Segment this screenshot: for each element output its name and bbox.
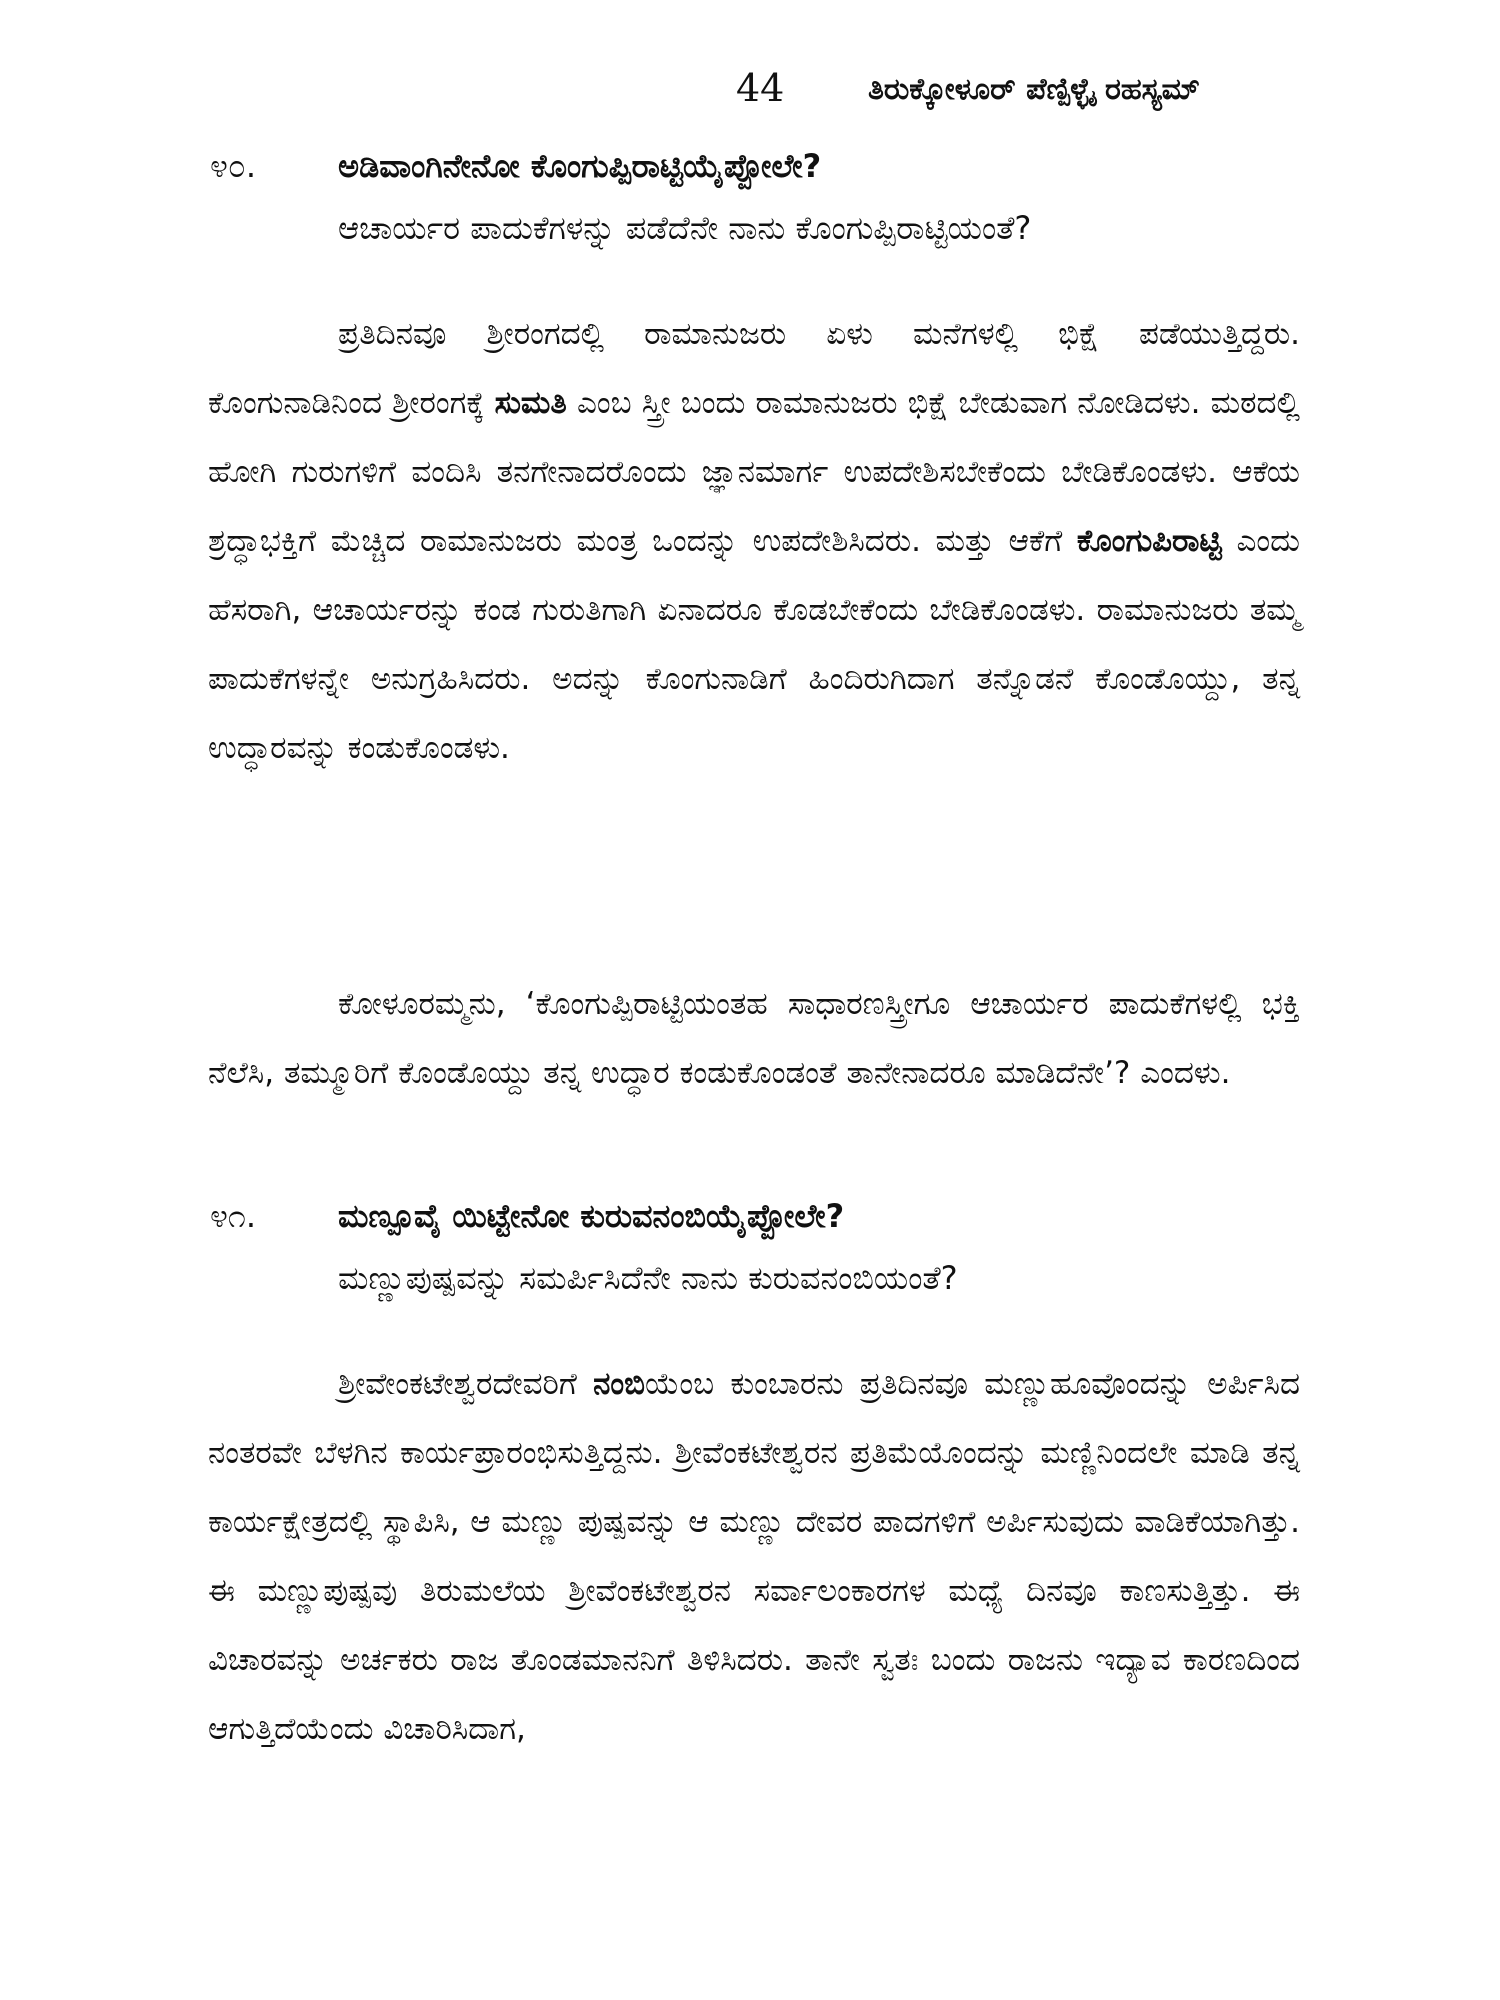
section-number: ೪೧.: [210, 1197, 257, 1235]
bold-name-kongupiratti: ಕೊಂಗುಪಿರಾಟ್ಟಿ: [1076, 523, 1222, 559]
section-41: [0, 1190, 1500, 1297]
section-heading: [0, 140, 1500, 200]
paragraph-text: ಯೆಂಬ ಕುಂಬಾರನು ಪ್ರತಿದಿನವೂ ಮಣ್ಣುಹೂವೊಂದನ್ನು ಅರ್ಪಿಸಿದ ನಂತರವೇ ಬೆಳಗಿನ ಕಾರ್ಯಪ್ರಾರಂಭಿಸುತ್ತಿದ್ದನು. ಶ್ರೀವೆಂಕಟೇಶ್ವರನ ಪ್ರತಿಮೆಯೊಂದನ್ನು ಮಣ್ಣಿನಿಂದಲೇ ಮಾಡಿ ತನ್ನ ಕಾರ್ಯಕ್ಷೇತ್ರದಲ್ಲಿ ಸ್ಥಾಪಿಸಿ, ಆ ಮಣ್ಣು ಪುಷ್ಪವನ್ನು ಆ ಮಣ್ಣು ದೇವರ ಪಾದಗಳಿಗೆ ಅರ್ಪಿಸುವುದು ವಾಡಿಕೆಯಾಗಿತ್ತು. ಈ ಮಣ್ಣುಪುಷ್ಪವು ತಿರುಮಲೆಯ ಶ್ರೀವೆಂಕಟೇಶ್ವರನ ಸರ್ವಾಲಂಕಾರಗಳ ಮಧ್ಯೆ ದಿನವೂ ಕಾಣಸುತ್ತಿತ್ತು. ಈ ವಿಚಾರವನ್ನು ಅರ್ಚಕರು ರಾಜ ತೊಂಡಮಾನನಿಗೆ ತಿಳಿಸಿದರು. ತಾನೇ ಸ್ವತಃ ಬಂದು ರಾಜನು ಇದ್ಯಾವ ಕಾರಣದಿಂದ ಆಗುತ್ತಿದೆಯೆಂದು ವಿಚಾರಿಸಿದಾಗ,: [208, 1366, 1300, 1747]
section-title: ಮಣ್ಪೂವೈ ಯಿಟ್ಟೇನೋ ಕುರುವನಂಬಿಯೈಪ್ಪೋಲೇ?: [338, 1197, 845, 1235]
paragraph-text: ಪ್ರತಿದಿನವೂ ಶ್ರೀರಂಗದಲ್ಲಿ ರಾಮಾನುಜರು ಏಳು ಮನೆಗಳಲ್ಲಿ ಭಿಕ್ಷೆ ಪಡೆಯುತ್ತಿದ್ದರು. ಕೊಂಗುನಾಡಿನಿಂದ ಶ್ರೀರಂಗಕ್ಕೆ: [208, 316, 1300, 421]
section-number: ೪೦.: [210, 147, 257, 185]
page-number: 44: [736, 66, 785, 110]
section-title: ಅಡಿವಾಂಗಿನೇನೋ ಕೊಂಗುಪ್ಪಿರಾಟ್ಟಿಯೈಪ್ಪೋಲೇ?: [338, 147, 822, 185]
section-translation: ಮಣ್ಣುಪುಷ್ಪವನ್ನು ಸಮರ್ಪಿಸಿದೆನೇ ನಾನು ಕುರುವನಂಬಿಯಂತೆ?: [338, 1259, 958, 1297]
paragraph-kolooramma-reflection: ಕೋಳೂರಮ್ಮನು, ‘ಕೊಂಗುಪ್ಪಿರಾಟ್ಟಿಯಂತಹ ಸಾಧಾರಣಸ್ತ್ರೀಗೂ ಆಚಾರ್ಯರ ಪಾದುಕೆಗಳಲ್ಲಿ ಭಕ್ತಿ ನೆಲೆಸಿ, ತಮ್ಮೂರಿಗೆ ಕೊಂಡೊಯ್ದು ತನ್ನ ಉದ್ಧಾರ ಕಂಡುಕೊಂಡಂತೆ ತಾನೇನಾದರೂ ಮಾಡಿದೆನೇ’? ಎಂದಳು.: [208, 986, 1300, 1091]
paragraph-text: ಎಂಬ ಸ್ತ್ರೀ ಬಂದು ರಾಮಾನುಜರು ಭಿಕ್ಷೆ ಬೇಡುವಾಗ ನೋಡಿದಳು. ಮಠದಲ್ಲಿ ಹೋಗಿ ಗುರುಗಳಿಗೆ ವಂದಿಸಿ ತನಗೇನಾದರೊಂದು ಜ್ಞಾನಮಾರ್ಗ ಉಪದೇಶಿಸಬೇಕೆಂದು ಬೇಡಿಕೊಂಡಳು. ಆಕೆಯ ಶ್ರದ್ಧಾಭಕ್ತಿಗೆ ಮೆಚ್ಚಿದ ರಾಮಾನುಜರು ಮಂತ್ರ ಒಂದನ್ನು ಉಪದೇಶಿಸಿದರು. ಮತ್ತು ಆಕೆಗೆ: [208, 385, 1300, 559]
section-translation: ಆಚಾರ್ಯರ ಪಾದುಕೆಗಳನ್ನು ಪಡೆದೆನೇ ನಾನು ಕೊಂಗುಪ್ಪಿರಾಟ್ಟಿಯಂತೆ?: [338, 209, 1032, 247]
section-heading: [0, 1190, 1500, 1250]
paragraph-sumati-story: [208, 300, 1300, 783]
page-header: [0, 58, 1500, 118]
paragraph-nambi-story: [208, 1350, 1300, 1764]
running-title: ತಿರುಕ್ಕೋಳೂರ್ ಪೆಣ್ಪಿಳ್ಳೈ ರಹಸ್ಯಮ್: [868, 72, 1200, 107]
paragraph-text: ಎಂದು ಹೆಸರಾಗಿ, ಆಚಾರ್ಯರನ್ನು ಕಂಡ ಗುರುತಿಗಾಗಿ ಏನಾದರೂ ಕೊಡಬೇಕೆಂದು ಬೇಡಿಕೊಂಡಳು. ರಾಮಾನುಜರು ತಮ್ಮ ಪಾದುಕೆಗಳನ್ನೇ ಅನುಗ್ರಹಿಸಿದರು. ಅದನ್ನು ಕೊಂಗುನಾಡಿಗೆ ಹಿಂದಿರುಗಿದಾಗ ತನ್ನೊಡನೆ ಕೊಂಡೊಯ್ದು, ತನ್ನ ಉದ್ಧಾರವನ್ನು ಕಂಡುಕೊಂಡಳು.: [208, 523, 1301, 766]
section-40: [0, 140, 1500, 247]
bold-name-sumati: ಸುಮತಿ: [494, 385, 567, 421]
paragraph-text: ಶ್ರೀವೇಂಕಟೇಶ್ವರದೇವರಿಗೆ: [338, 1366, 594, 1402]
bold-name-nambi: ನಂಬಿ: [593, 1366, 645, 1402]
